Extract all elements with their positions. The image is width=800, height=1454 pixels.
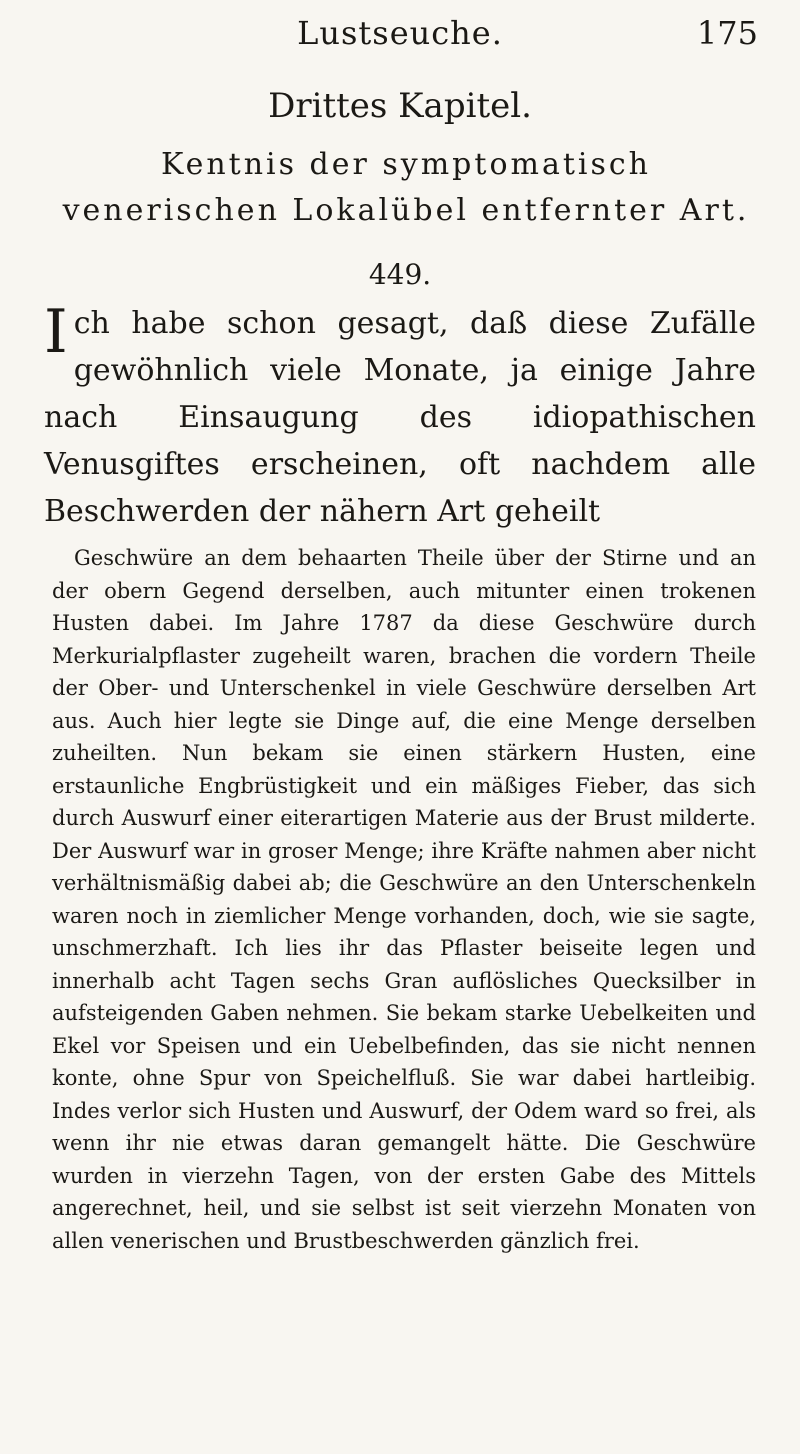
chapter-subtitle: Kentnis der symptomatisch venerischen Lokalübel entfernter Art. [62,147,750,228]
section-number: 449. [368,258,432,291]
intro-text: ch habe schon gesagt, daß diese Zufälle gewöhnlich viele Monate, ja einige Jahre nach Einsaugung des idiopathischen Venusgiftes erscheinen, oft nachdem alle Beschwerden der nähern Art geheilt [44,306,756,529]
page-number: 175 [696,14,758,52]
running-header: Lustseuche. [297,14,503,52]
drop-cap: I [44,297,68,367]
chapter-title: Drittes Kapitel. [268,86,532,126]
body-paragraph: Geschwüre an dem behaarten Theile über der Stirne und an der obern Gegend derselben, auch mitunter einen trokenen Husten dabei. Im Jahre 1787 da diese Geschwüre durch Merkurialpflaster zugeheilt waren, brachen die vordern Theile der Ober- und Unterschenkel in viele Geschwüre derselben Art aus. Auch hier legte sie Dinge auf, die eine Menge derselben zuheilten. Nun bekam sie einen stärkern Husten, eine erstaunliche Engbrüstigkeit und ein mäßiges Fieber, das sich durch Auswurf einer eiterartigen Materie aus der Brust milderte. Der Auswurf war in groser Menge; ihre Kräfte nahmen aber nicht verhältnismäßig dabei ab; die Geschwüre an den Unterschenkeln waren noch in ziemlicher Menge vorhanden, doch, wie sie sagte, unschmerzhaft. Ich lies ihr das Pflaster beiseite legen und innerhalb acht Tagen sechs Gran auflösliches Quecksilber in aufsteigenden Gaben nehmen. Sie bekam starke Uebelkeiten und Ekel vor Speisen und ein Uebelbefinden, das sie nicht nennen konte, ohne Spur von Speichelfluß. Sie war dabei hartleibig. Indes verlor sich Husten und Auswurf, der Odem ward so frei, als wenn ihr nie etwas daran gemangelt hätte. Die Geschwüre wurden in vierzehn Tagen, von der ersten Gabe des Mittels angerechnet, heil, und sie selbst ist seit vierzehn Monaten von allen venerischen und Brustbeschwerden gänzlich frei. [52,546,756,1253]
intro-paragraph [44,297,756,535]
